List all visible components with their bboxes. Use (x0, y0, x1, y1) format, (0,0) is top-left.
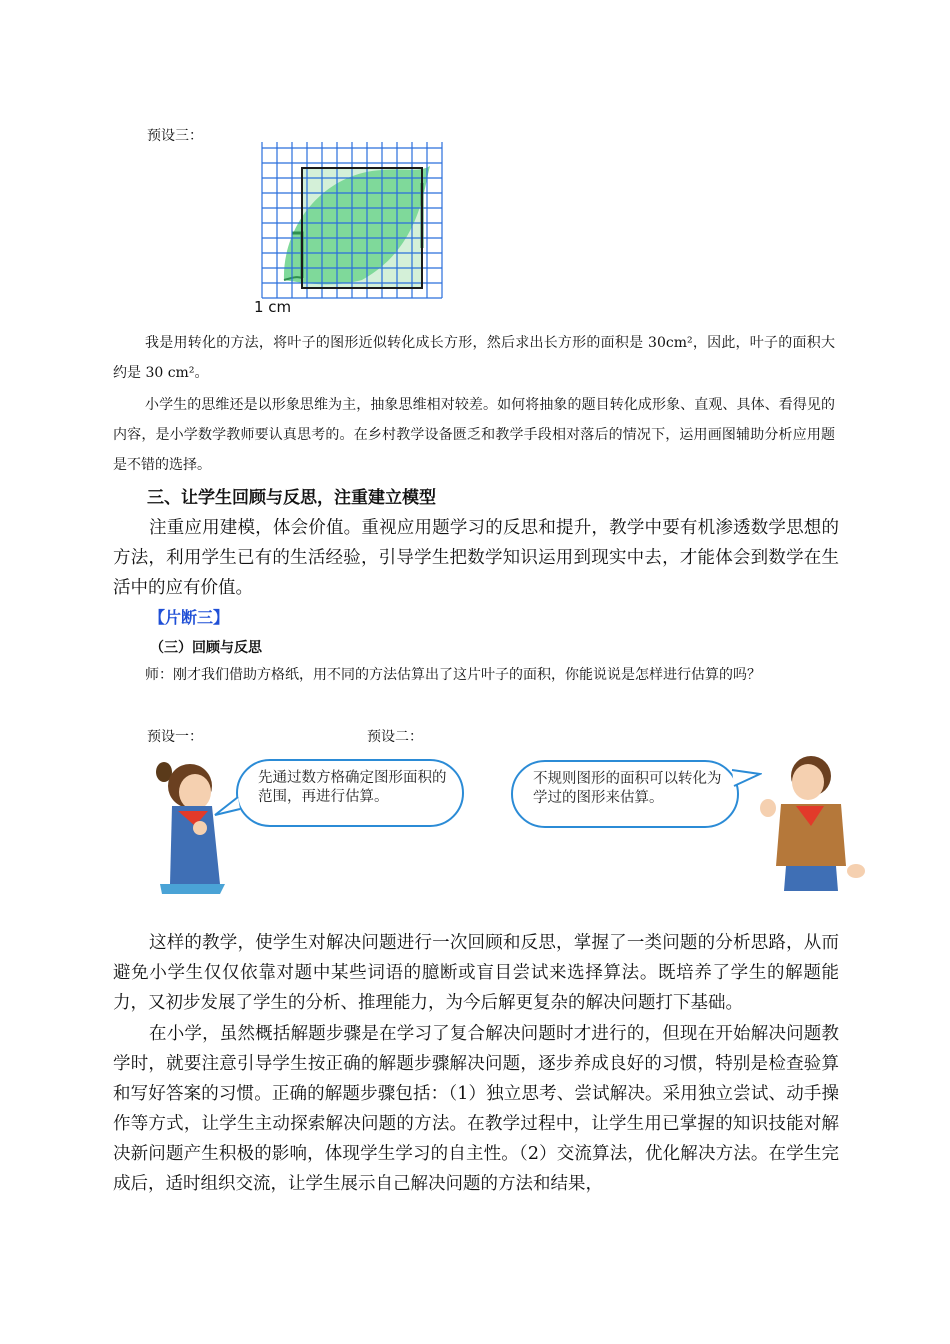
paragraph-reflection: 这样的教学，使学生对解决问题进行一次回顾和反思，掌握了一类问题的分析思路，从而避免小学生仅仅依靠对题中某些词语的臆断或盲目尝试来选择算法。既培养了学生的解题能力，又初步发展了学生的分析、推理能力，为今后解更复杂的解决问题打下基础。 (113, 933, 839, 1013)
preset3-explanation: 我是用转化的方法，将叶子的图形近似转化成长方形，然后求出长方形的面积是 30cm²，因此，叶子的面积大约是 30 cm²。 (113, 335, 835, 381)
bubble-tail-1 (213, 795, 243, 819)
preset3-label: 预设三： (147, 128, 203, 144)
fragment3-subtitle: （三）回顾与反思 (150, 640, 262, 656)
girl-illustration (140, 756, 230, 896)
leaf-grid-figure (250, 142, 450, 322)
teacher-question: 师：刚才我们借助方格纸，用不同的方法估算出了这片叶子的面积，你能说说是怎样进行估算的吗？ (145, 667, 761, 683)
fragment3-title: 【片断三】 (149, 608, 230, 627)
bubble2-text: 不规则图形的面积可以转化为学过的图形来估算。 (533, 771, 722, 806)
preset1-label: 预设一： (147, 729, 203, 745)
paragraph-steps: 在小学，虽然概括解题步骤是在学习了复合解决问题时才进行的，但现在开始解决问题教学时，就要注意引导学生按正确的解题步骤解决问题，逐步养成良好的习惯，特别是检查验算和写好答案的习惯。正确的解题步骤包括：（1）独立思考、尝试解决。采用独立尝试、动手操作等方式，让学生主动探索解决问题的方法。在教学过程中，让学生用已掌握的知识技能对解决新问题产生积极的影响，体现学生学习的自主性。（2）交流算法，优化解决方法。在学生完成后，适时组织交流，让学生展示自己解决问题的方法和结果， (113, 1024, 839, 1194)
scale-label: 1 cm (254, 298, 292, 316)
section3-body: 注重应用建模，体会价值。重视应用题学习的反思和提升，教学中要有机渗透数学思想的方法，利用学生已有的生活经验，引导学生把数学知识运用到现实中去，才能体会到数学在生活中的应有价值。 (113, 518, 839, 598)
section3-heading: 三、让学生回顾与反思，注重建立模型 (147, 488, 436, 508)
bubble1-text: 先通过数方格确定图形面积的范围，再进行估算。 (258, 770, 447, 805)
boy-illustration (756, 746, 871, 896)
preset2-label: 预设二： (367, 729, 423, 745)
paragraph-thinking: 小学生的思维还是以形象思维为主，抽象思维相对较差。如何将抽象的题目转化成形象、直观、具体、看得见的内容，是小学数学教师要认真思考的。在乡村教学设备匮乏和教学手段相对落后的情况下，运用画图辅助分析应用题是不错的选择。 (113, 397, 835, 473)
